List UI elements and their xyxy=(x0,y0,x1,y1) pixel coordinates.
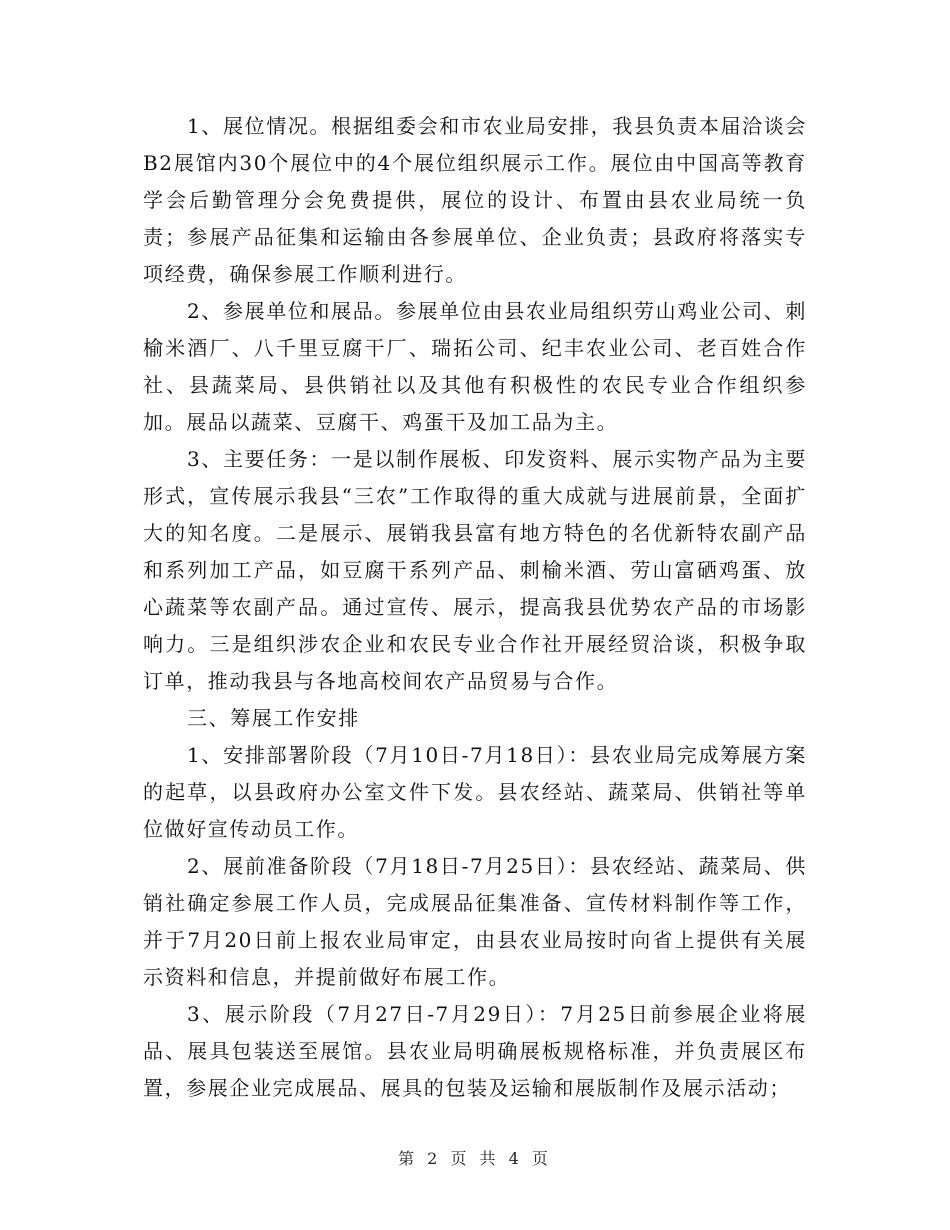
paragraph-exhibitors-and-products: 2、参展单位和展品。参展单位由县农业局组织劳山鸡业公司、刺榆米酒厂、八千里豆腐干厂、瑞拓公司、纪丰农业公司、老百姓合作社、县蔬菜局、县供销社以及其他有积极性的农民专业合作组织参加。展品以蔬菜、豆腐干、鸡蛋干及加工品为主。 xyxy=(143,299,807,434)
paragraph-exhibition-stage: 3、展示阶段（7月27日-7月29日）：7月25日前参展企业将展品、展具包装送至展馆。县农业局明确展板规格标准，并负责展区布置，参展企业完成展品、展具的包装及运输和展版制作及展示活动； xyxy=(143,1002,807,1100)
paragraph-booth-situation: 1、展位情况。根据组委会和市农业局安排，我县负责本届洽谈会B2展馆内30个展位中的4个展位组织展示工作。展位由中国高等教育学会后勤管理分会免费提供，展位的设计、布置由县农业局统一负责；参展产品征集和运输由各参展单位、企业负责；县政府将落实专项经费，确保参展工作顺利进行。 xyxy=(143,114,807,286)
paragraph-main-tasks: 3、主要任务：一是以制作展板、印发资料、展示实物产品为主要形式，宣传展示我县“三农”工作取得的重大成就与进展前景，全面扩大的知名度。二是展示、展销我县富有地方特色的名优新特农副产品和系列加工产品，如豆腐干系列产品、刺榆米酒、劳山富硒鸡蛋、放心蔬菜等农副产品。通过宣传、展示，提高我县优势农产品的市场影响力。三是组织涉农企业和农民专业合作社开展经贸洽谈，积极争取订单，推动我县与各地高校间农产品贸易与合作。 xyxy=(143,447,807,693)
paragraph-preparation-stage: 2、展前准备阶段（7月18日-7月25日）：县农经站、蔬菜局、供销社确定参展工作人员，完成展品征集准备、宣传材料制作等工作，并于7月20日前上报农业局审定，由县农业局按时向省上提供有关展示资料和信息，并提前做好布展工作。 xyxy=(143,854,807,989)
paragraph-planning-stage: 1、安排部署阶段（7月10日-7月18日）：县农业局完成筹展方案的起草，以县政府办公室文件下发。县农经站、蔬菜局、供销社等单位做好宣传动员工作。 xyxy=(143,743,807,841)
section-heading-schedule: 三、筹展工作安排 xyxy=(187,706,360,730)
document-body xyxy=(143,108,807,1107)
page-number-footer: 第 2 页 共 4 页 xyxy=(398,1149,552,1168)
